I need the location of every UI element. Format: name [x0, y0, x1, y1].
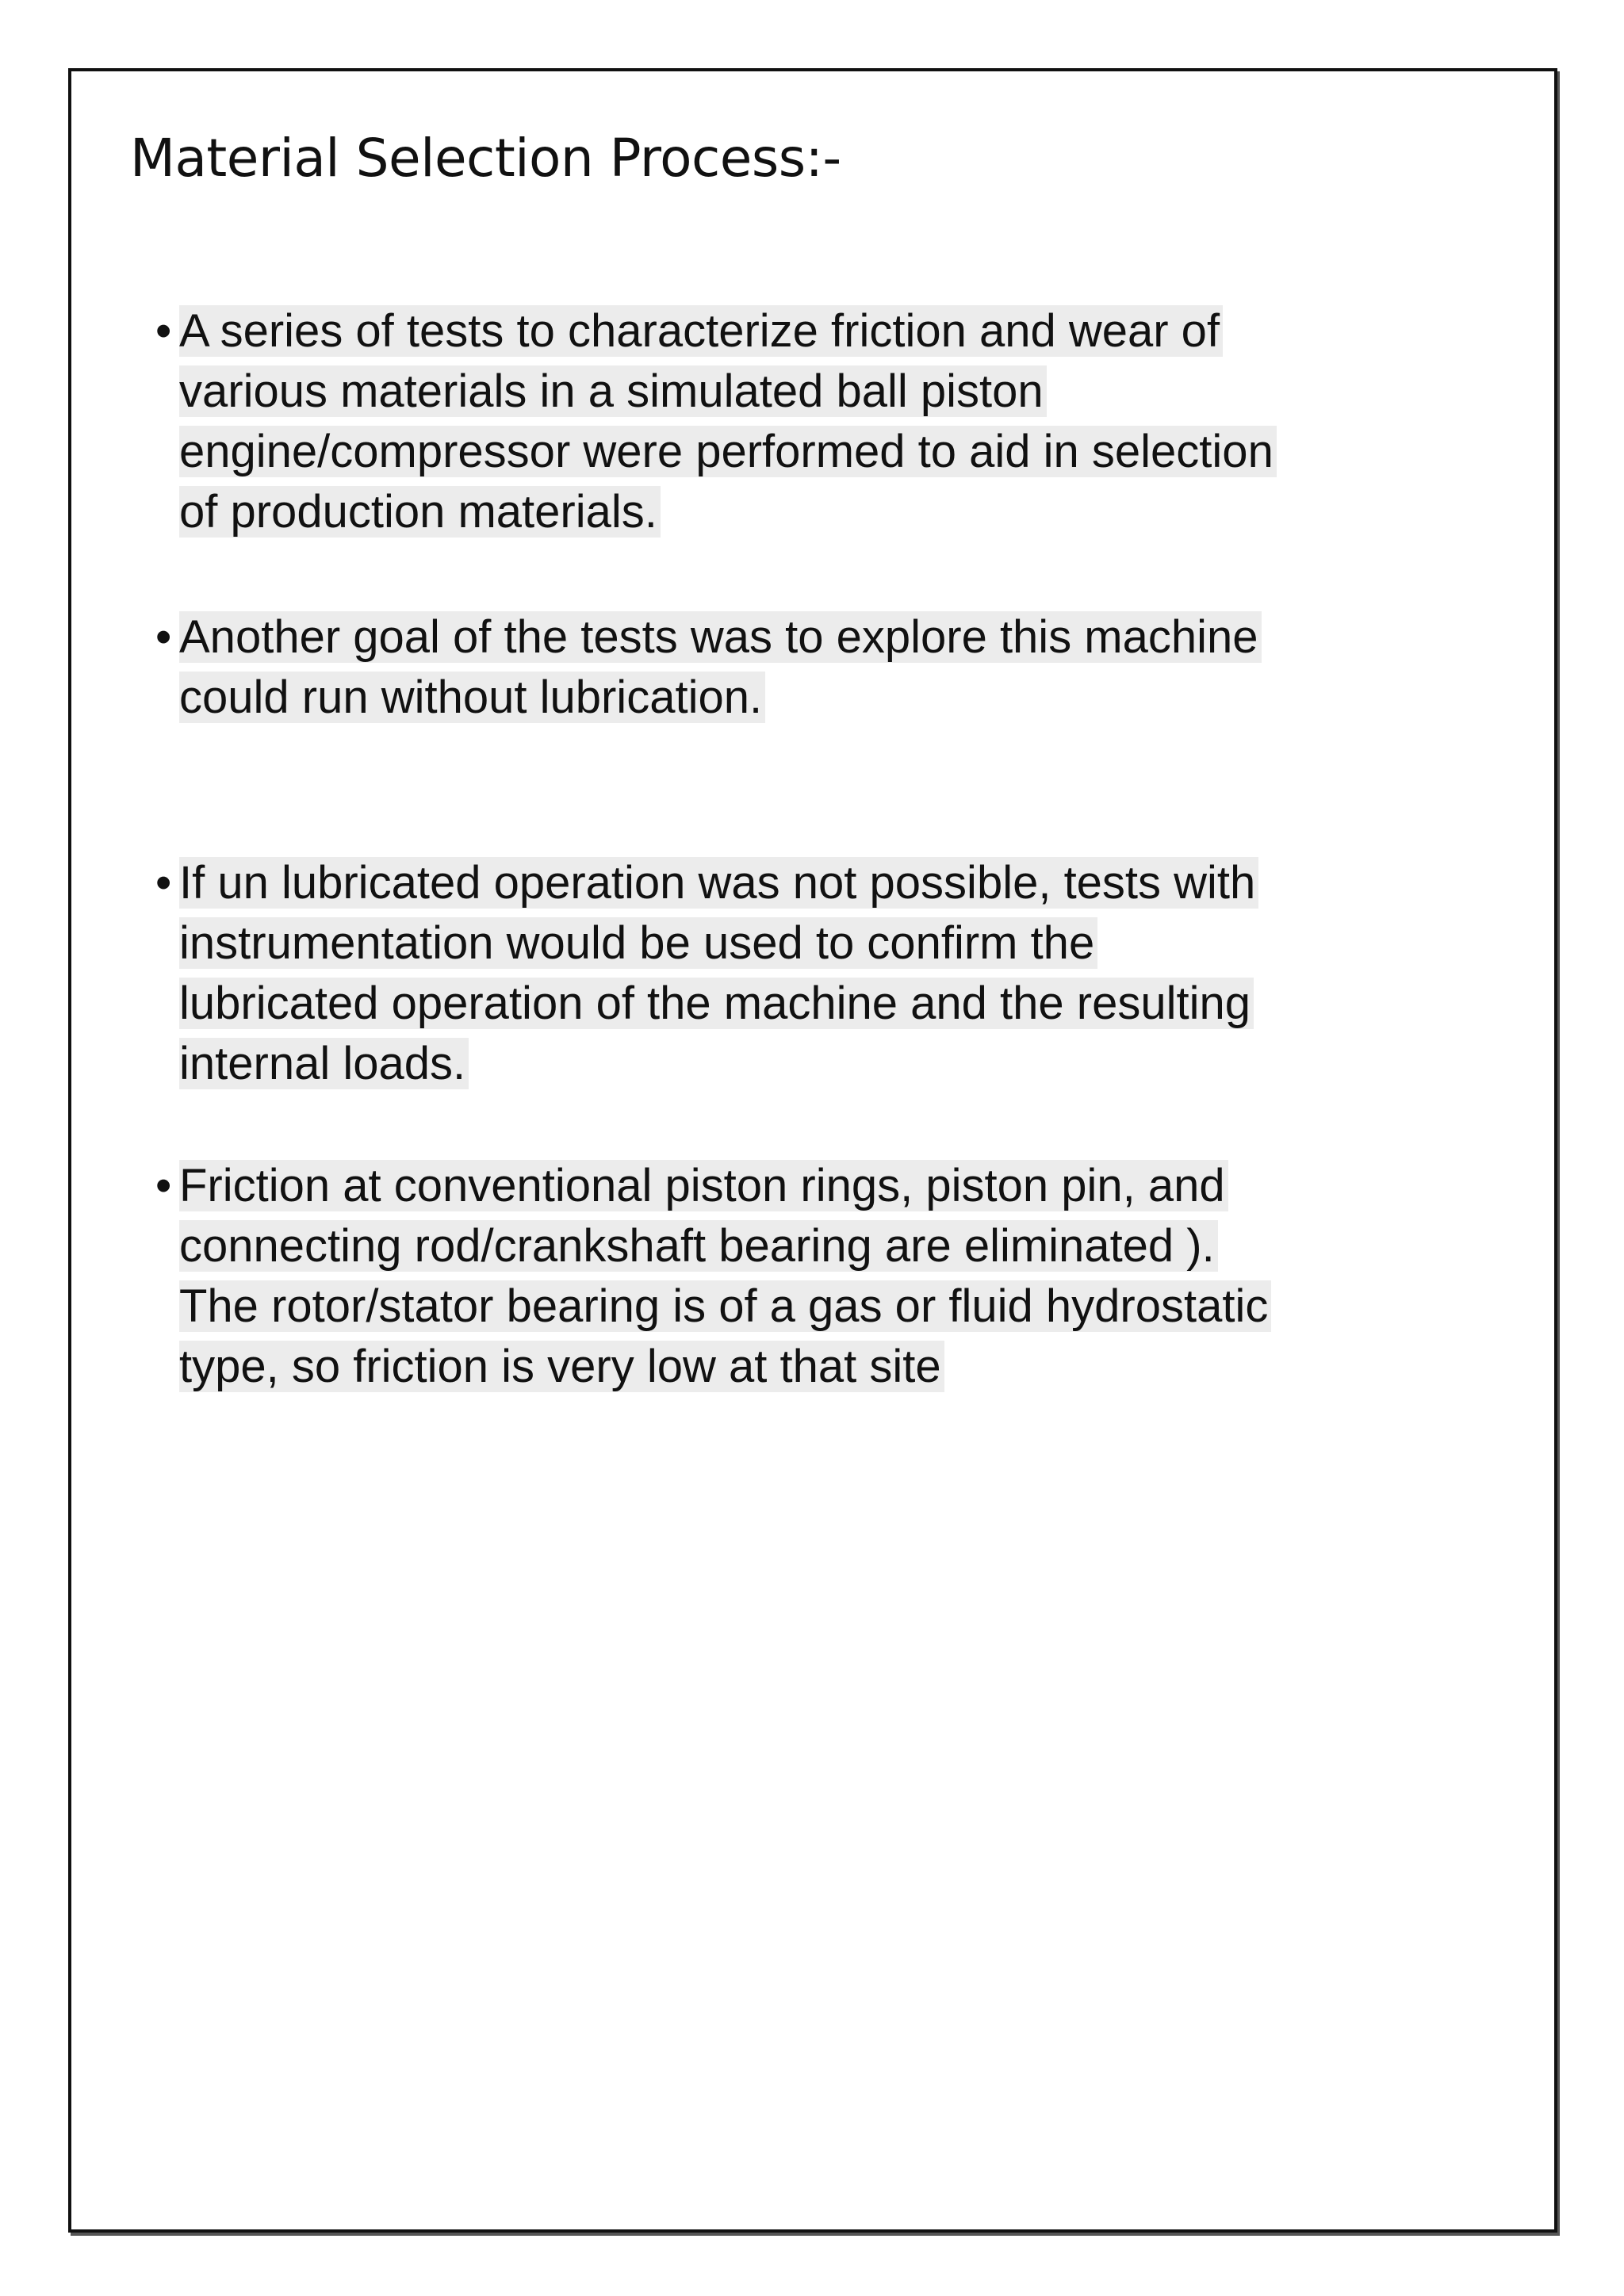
text-line: Friction at conventional piston rings, piston pin, and	[179, 1160, 1228, 1211]
text-line: various materials in a simulated ball piston	[179, 365, 1047, 417]
text-line: type, so friction is very low at that site	[179, 1341, 944, 1392]
text-line: connecting rod/crankshaft bearing are eliminated ).	[179, 1220, 1218, 1272]
bullet-text	[179, 301, 1456, 542]
bullet-item-friction-tests	[155, 301, 1456, 542]
text-line: lubricated operation of the machine and the resulting	[179, 978, 1254, 1029]
bullet-point-icon: •	[155, 305, 172, 357]
bullet-item-lubrication-goal	[155, 607, 1456, 728]
text-line: instrumentation would be used to confirm the	[179, 917, 1097, 969]
text-line: engine/compressor were performed to aid in selection	[179, 426, 1277, 477]
text-line: The rotor/stator bearing is of a gas or fluid hydrostatic	[179, 1280, 1271, 1332]
bullet-point-icon: •	[155, 1160, 172, 1211]
text-line: A series of tests to characterize friction and wear of	[179, 305, 1223, 357]
text-line: of production materials.	[179, 486, 661, 538]
bullet-item-friction-elimination	[155, 1156, 1456, 1397]
page-title: Material Selection Process:-	[130, 128, 841, 189]
bullet-point-icon: •	[155, 611, 172, 663]
bullet-text	[179, 853, 1456, 1094]
bullet-text	[179, 607, 1456, 728]
text-line: If un lubricated operation was not possible, tests with	[179, 857, 1258, 909]
text-line: Another goal of the tests was to explore this machine	[179, 611, 1262, 663]
text-line: internal loads.	[179, 1038, 469, 1089]
bullet-text	[179, 1156, 1456, 1397]
text-line: could run without lubrication.	[179, 672, 765, 723]
bullet-point-icon: •	[155, 857, 172, 909]
bullet-item-instrumentation	[155, 853, 1456, 1094]
